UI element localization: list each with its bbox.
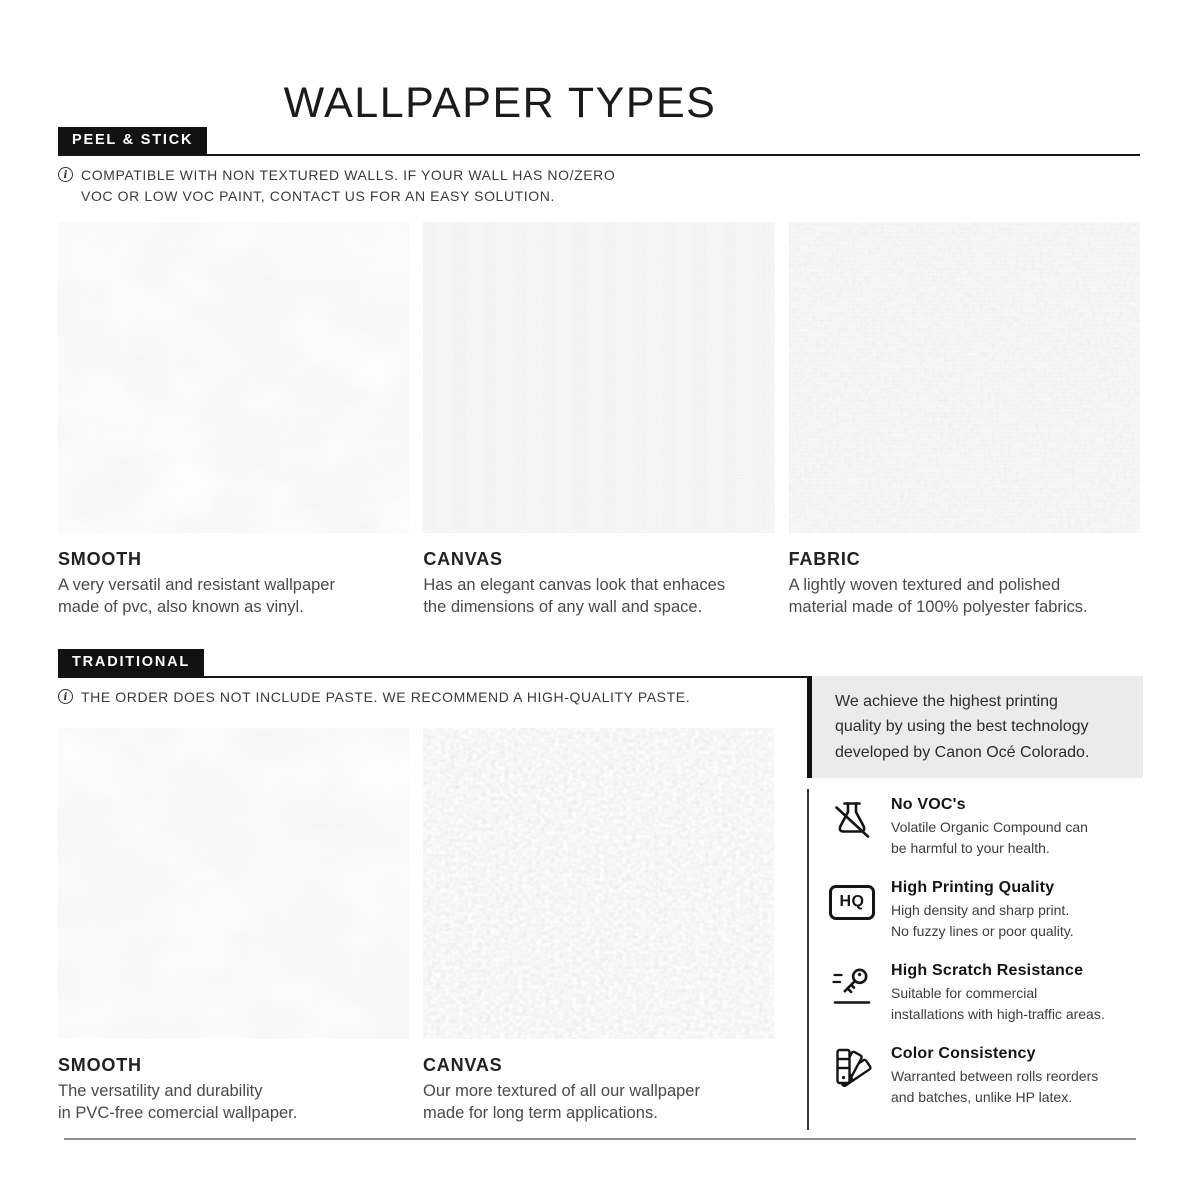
swatch-card-fabric bbox=[789, 222, 1140, 619]
feature-title: High Printing Quality bbox=[891, 878, 1055, 896]
peel-stick-note-text: COMPATIBLE WITH NON TEXTURED WALLS. IF YOUR WALL HAS NO/ZERO VOC OR LOW VOC PAINT, CONTACT US FOR AN EASY SOLUTION. bbox=[81, 167, 616, 204]
coarse-canvas-texture-sample bbox=[423, 728, 774, 1039]
section-label-traditional: TRADITIONAL bbox=[58, 649, 204, 676]
swatch-description: Has an elegant canvas look that enhaces the dimensions of any wall and space. bbox=[423, 576, 726, 616]
feature-text bbox=[891, 1045, 1098, 1108]
feature-text bbox=[891, 962, 1105, 1025]
canvas-noise-texture bbox=[423, 222, 774, 533]
swatch-card-smooth bbox=[58, 222, 409, 619]
bottom-divider bbox=[64, 1138, 1136, 1140]
canvas-texture-sample bbox=[423, 222, 774, 533]
swatch-description: Our more textured of all our wallpaper made for long term applications. bbox=[423, 1082, 700, 1122]
peel-stick-note bbox=[58, 165, 615, 207]
smooth-texture-sample bbox=[58, 222, 409, 533]
page-title: WALLPAPER TYPES bbox=[283, 78, 717, 127]
section-head-traditional bbox=[58, 649, 1140, 678]
traditional-note bbox=[58, 687, 690, 708]
section-label-peel-stick: PEEL & STICK bbox=[58, 127, 207, 154]
info-icon: i bbox=[58, 167, 73, 182]
feature-title: High Scratch Resistance bbox=[891, 961, 1084, 979]
smooth-texture-sample bbox=[58, 728, 409, 1039]
no-voc-flask-crossed-icon bbox=[829, 797, 875, 843]
feature-title: Color Consistency bbox=[891, 1044, 1036, 1062]
feature-text bbox=[891, 879, 1074, 942]
traditional-note-text: THE ORDER DOES NOT INCLUDE PASTE. WE RECOMMEND A HIGH-QUALITY PASTE. bbox=[81, 689, 691, 705]
fabric-noise-texture bbox=[789, 222, 1140, 533]
printing-quality-callout: We achieve the highest printing quality by using the best technology developed by Canon Océ Colorado. bbox=[807, 676, 1143, 778]
swatch-description: The versatility and durability in PVC-free comercial wallpaper. bbox=[58, 1082, 298, 1122]
paper-noise-texture bbox=[58, 728, 409, 1039]
swatch-description: A lightly woven textured and polished material made of 100% polyester fabrics. bbox=[788, 576, 1088, 616]
swatch-card-canvas-traditional bbox=[423, 728, 774, 1125]
swatch-title: FABRIC bbox=[788, 549, 861, 569]
section-head-peel-stick bbox=[58, 127, 1140, 156]
paper-noise-texture bbox=[58, 222, 409, 533]
swatch-title: CANVAS bbox=[423, 549, 503, 569]
hq-badge-icon: HQ bbox=[829, 880, 875, 926]
quality-panel bbox=[807, 676, 1143, 1130]
swatch-card-canvas bbox=[423, 222, 774, 619]
feature-color-consistency bbox=[829, 1045, 1143, 1108]
swatch-title: SMOOTH bbox=[58, 549, 142, 569]
feature-description: Volatile Organic Compound can be harmful to your health. bbox=[891, 818, 1088, 856]
peel-stick-swatches-row bbox=[58, 222, 1140, 619]
swatch-title: CANVAS bbox=[423, 1055, 503, 1075]
feature-description: High density and sharp print. No fuzzy lines or poor quality. bbox=[891, 901, 1074, 939]
key-scratch-icon bbox=[829, 963, 875, 1009]
swatch-description: A very versatil and resistant wallpaper made of pvc, also known as vinyl. bbox=[58, 576, 335, 616]
feature-text bbox=[891, 796, 1088, 859]
feature-high-printing-quality bbox=[829, 879, 1143, 942]
fabric-texture-sample bbox=[789, 222, 1140, 533]
info-icon: i bbox=[58, 689, 73, 704]
feature-high-scratch-resistance bbox=[829, 962, 1143, 1025]
feature-list bbox=[807, 789, 1143, 1130]
color-swatchbook-icon bbox=[829, 1046, 875, 1092]
swatch-title: SMOOTH bbox=[58, 1055, 142, 1075]
feature-description: Suitable for commercial installations with high-traffic areas. bbox=[891, 984, 1105, 1022]
feature-no-vocs bbox=[829, 796, 1143, 859]
swatch-card-smooth-traditional bbox=[58, 728, 409, 1125]
traditional-swatches-row bbox=[58, 728, 774, 1125]
stucco-noise-texture bbox=[423, 728, 774, 1039]
feature-title: No VOC's bbox=[891, 795, 966, 813]
feature-description: Warranted between rolls reorders and batches, unlike HP latex. bbox=[891, 1067, 1099, 1105]
